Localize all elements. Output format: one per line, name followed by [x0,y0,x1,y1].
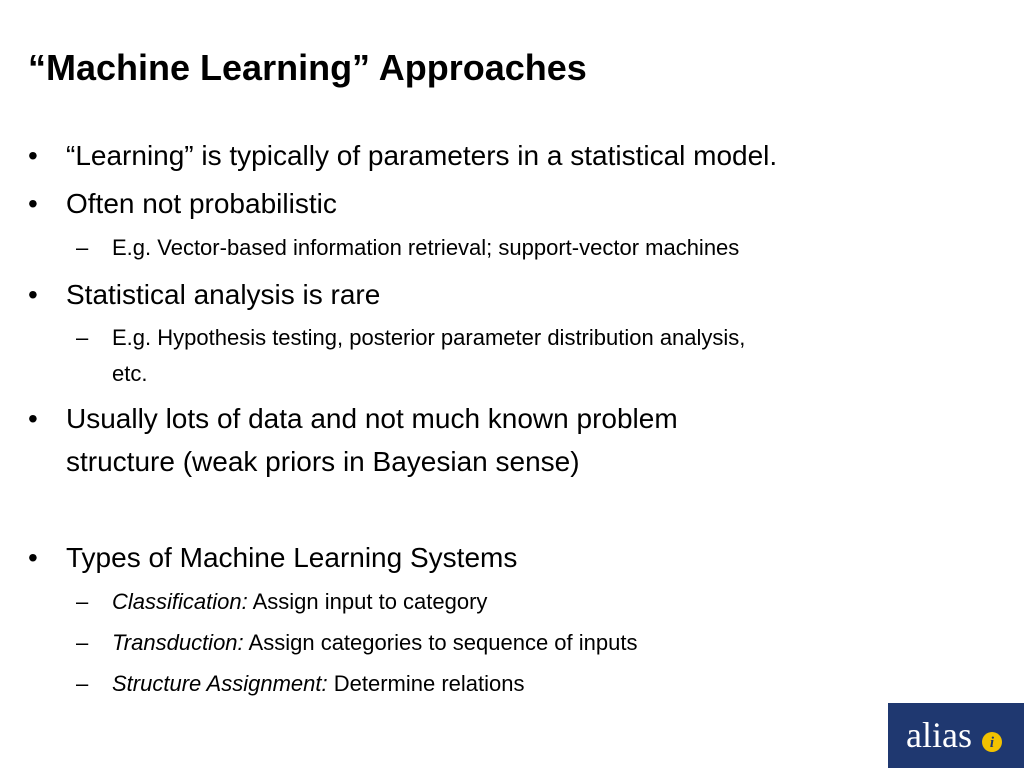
dash-marker: – [76,671,89,696]
term-label: Structure Assignment: [112,671,328,696]
sub-bullet-text [112,628,637,658]
slide-title: “Machine Learning” Approaches [28,47,587,88]
bullet-marker: • [28,542,38,573]
bullet-text: Usually lots of data and not much known problem [66,403,678,434]
sub-bullet-text [112,669,524,699]
logo-wordmark: alias [906,715,972,755]
term-description: Determine relations [327,671,525,696]
bullet-marker: • [28,140,38,171]
bullet-text: Types of Machine Learning Systems [66,542,518,573]
bullet-text: Statistical analysis is rare [66,279,381,310]
logo-mark-letter: i [989,735,995,751]
bullet-text: structure (weak priors in Bayesian sense) [66,446,580,477]
sub-bullet-text: etc. [112,361,148,386]
bullet-text: Often not probabilistic [66,188,337,219]
logo-i-mark-icon [981,731,1003,753]
sub-bullet-text [112,587,487,617]
term-label: Classification: [112,589,248,614]
bullet-marker: • [28,279,38,310]
dash-marker: – [76,630,89,655]
bullet-marker: • [28,403,38,434]
term-description: Assign categories to sequence of inputs [243,630,638,655]
bullet-text: “Learning” is typically of parameters in a statistical model. [66,140,778,171]
sub-bullet-text: E.g. Vector-based information retrieval; support-vector machines [112,235,740,260]
bullet-marker: • [28,188,38,219]
term-label: Transduction: [112,630,244,655]
alias-i-logo [888,703,1024,768]
dash-marker: – [76,589,89,614]
sub-bullet-text: E.g. Hypothesis testing, posterior parameter distribution analysis, [112,325,746,350]
term-description: Assign input to category [247,589,488,614]
dash-marker: – [76,235,89,260]
dash-marker: – [76,325,89,350]
